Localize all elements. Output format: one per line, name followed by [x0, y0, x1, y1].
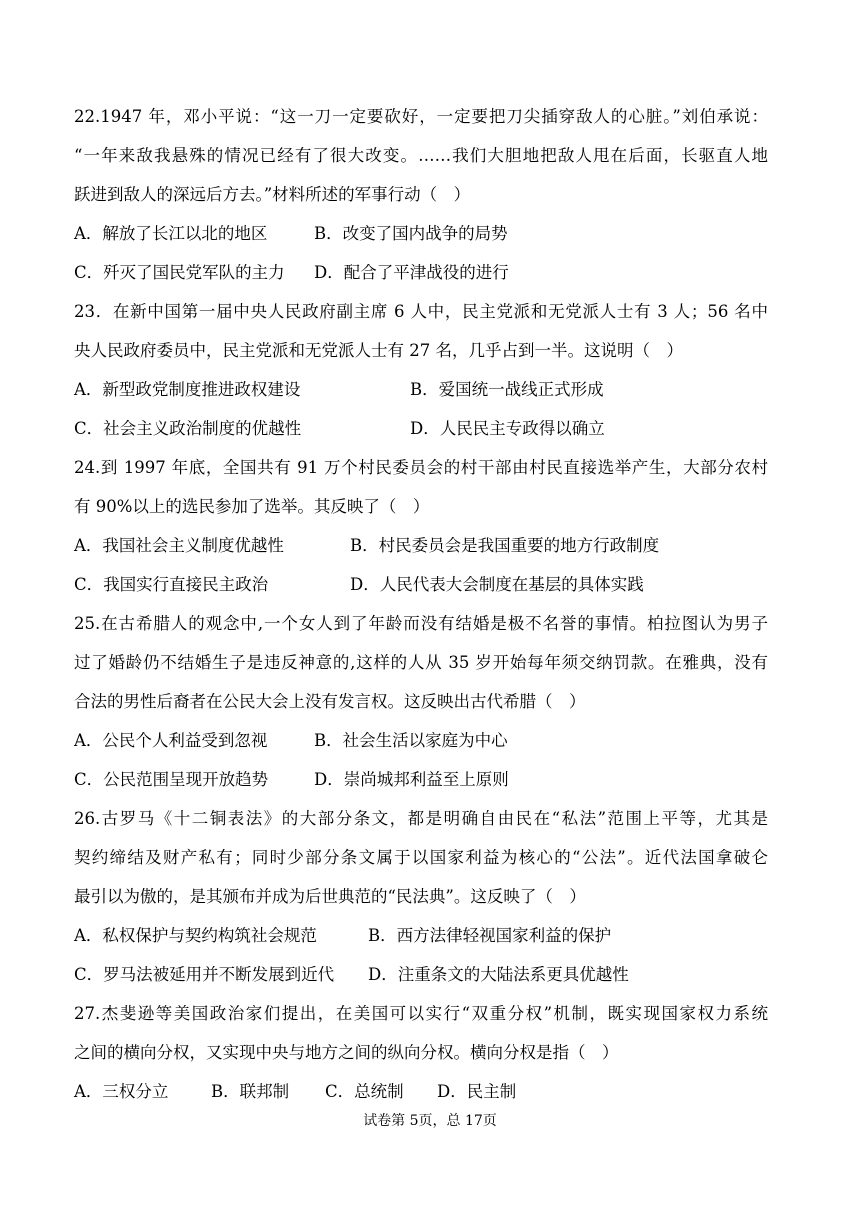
- q27-stem-line-2: 之间的横向分权，又实现中央与地方之间的纵向分权。横向分权是指（ ）: [74, 1043, 619, 1062]
- q25-option-b[interactable]: B．社会生活以家庭为中心: [314, 731, 508, 750]
- q22-option-b[interactable]: B．改变了国内战争的局势: [314, 224, 508, 243]
- q24-stem-line-2: 有 90%以上的选民参加了选举。其反映了（ ）: [74, 497, 430, 516]
- q23-stem-line-1: 23．在新中国第一届中央人民政府副主席 6 人中，民主党派和无党派人士有 3 人；56 名中: [74, 302, 768, 321]
- q23-option-b[interactable]: B．爱国统一战线正式形成: [410, 380, 604, 399]
- q27-option-a[interactable]: A．三权分立: [74, 1082, 169, 1101]
- q26-stem-line-3: 最引以为傲的，是其颁布并成为后世典范的“民法典”。这反映了（ ）: [74, 887, 586, 906]
- q22-stem-line-3: 跃进到敌人的深远后方去。”材料所述的军事行动（ ）: [74, 185, 471, 204]
- q27-option-c[interactable]: C．总统制: [325, 1082, 404, 1101]
- q23-stem-line-2: 央人民政府委员中，民主党派和无党派人士有 27 名，几乎占到一半。这说明（ ）: [74, 341, 683, 360]
- q22-stem-line-2: “一年来敌我悬殊的情况已经有了很大改变。……我们大胆地把敌人甩在后面，长驱直人地: [74, 146, 768, 165]
- q24-option-a[interactable]: A．我国社会主义制度优越性: [74, 536, 284, 555]
- q25-stem-line-3: 合法的男性后裔者在公民大会上没有发言权。这反映出古代希腊（ ）: [74, 692, 586, 711]
- q22-stem-line-1: 22.1947 年，邓小平说：“这一刀一定要砍好，一定要把刀尖插穿敌人的心脏。”刘伯承说：: [74, 107, 768, 126]
- q27-option-d[interactable]: D．民主制: [437, 1082, 517, 1101]
- q25-option-c[interactable]: C．公民范围呈现开放趋势: [74, 770, 269, 789]
- q26-option-c[interactable]: C．罗马法被延用并不断发展到近代: [74, 965, 335, 984]
- page-footer: 试卷第 5页，总 17页: [363, 1113, 497, 1129]
- q27-stem-line-1: 27.杰斐逊等美国政治家们提出，在美国可以实行“双重分权”机制，既实现国家权力系统: [74, 1004, 768, 1023]
- q26-option-b[interactable]: B．西方法律轻视国家利益的保护: [368, 926, 612, 945]
- q26-option-d[interactable]: D．注重条文的大陆法系更具优越性: [368, 965, 629, 984]
- q22-option-c[interactable]: C．歼灭了国民党军队的主力: [74, 263, 285, 282]
- q26-stem-line-1: 26.古罗马《十二铜表法》的大部分条文，都是明确自由民在“私法”范围上平等，尤其是: [74, 809, 768, 828]
- q25-stem-line-1: 25.在古希腊人的观念中,一个女人到了年龄而没有结婚是极不名誉的事情。柏拉图认为男子: [74, 614, 768, 633]
- q26-option-a[interactable]: A．私权保护与契约构筑社会规范: [74, 926, 317, 945]
- q22-option-a[interactable]: A．解放了长江以北的地区: [74, 224, 268, 243]
- q24-stem-line-1: 24.到 1997 年底，全国共有 91 万个村民委员会的村干部由村民直接选举产生，大部分农村: [74, 458, 768, 477]
- q27-option-b[interactable]: B．联邦制: [211, 1082, 290, 1101]
- q25-option-a[interactable]: A．公民个人利益受到忽视: [74, 731, 268, 750]
- q26-stem-line-2: 契约缔结及财产私有；同时少部分条文属于以国家利益为核心的“公法”。近代法国拿破仑: [74, 848, 768, 867]
- q25-stem-line-2: 过了婚龄仍不结婚生子是违反神意的,这样的人从 35 岁开始每年须交纳罚款。在雅典，没有: [74, 653, 768, 672]
- q25-option-d[interactable]: D．崇尚城邦利益至上原则: [314, 770, 509, 789]
- q24-option-c[interactable]: C．我国实行直接民主政治: [74, 575, 269, 594]
- q23-option-c[interactable]: C．社会主义政治制度的优越性: [74, 419, 302, 438]
- q22-option-d[interactable]: D．配合了平津战役的进行: [314, 263, 509, 282]
- q23-option-d[interactable]: D．人民民主专政得以确立: [410, 419, 605, 438]
- q24-option-b[interactable]: B．村民委员会是我国重要的地方行政制度: [350, 536, 660, 555]
- q24-option-d[interactable]: D．人民代表大会制度在基层的具体实践: [350, 575, 644, 594]
- q23-option-a[interactable]: A．新型政党制度推进政权建设: [74, 380, 301, 399]
